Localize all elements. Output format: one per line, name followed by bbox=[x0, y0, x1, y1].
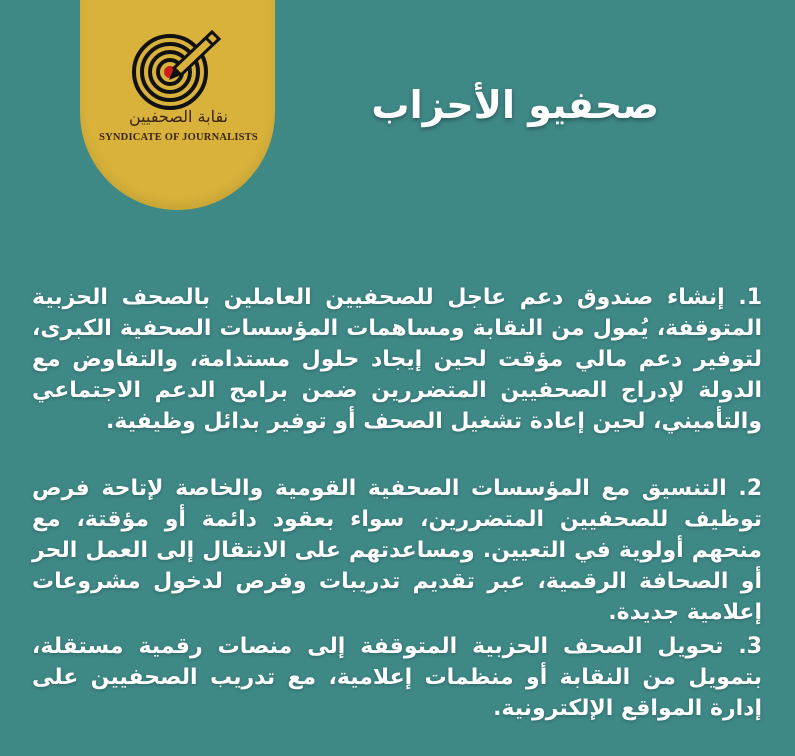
paragraph-3: 3. تحويل الصحف الحزبية المتوقفة إلى منصات رقمية مستقلة، بتمويل من النقابة أو منظمات إعلامية، مع تدريب الصحفيين على إدارة المواقع الإلكترونية. bbox=[32, 634, 762, 721]
page-title: صحفيو الأحزاب bbox=[371, 83, 659, 127]
paragraph-2: 2. التنسيق مع المؤسسات الصحفية القومية والخاصة لإتاحة فرص توظيف للصحفيين المتضررين، سواء بعقود دائمة أو مؤقتة، مع منحهم أولوية في التعيين. ومساعدتهم على الانتقال إلى العمل الحر أو الصحافة الرقمية، عبر تقديم تدريبات وفرص لدخول مشروعات إعلامية جديدة. bbox=[32, 476, 762, 625]
target-pen-icon bbox=[126, 22, 226, 112]
logo-english-text: SYNDICATE OF JOURNALISTS bbox=[99, 132, 258, 143]
logo-arabic-text: نقابة الصحفيين bbox=[129, 107, 228, 126]
syndicate-logo bbox=[96, 14, 261, 154]
paragraph-1: 1. إنشاء صندوق دعم عاجل للصحفيين العاملين بالصحف الحزبية المتوقفة، يُمول من النقابة ومساهمات المؤسسات الصحفية الكبرى، لتوفير دعم مالي مؤقت لحين إيجاد حلول مستدامة، والتفاوض مع الدولة لإدراج الصحفيين المتضررين ضمن برامج الدعم الاجتماعي والتأميني، لحين إعادة تشغيل الصحف أو توفير بدائل وظيفية. bbox=[32, 285, 762, 434]
